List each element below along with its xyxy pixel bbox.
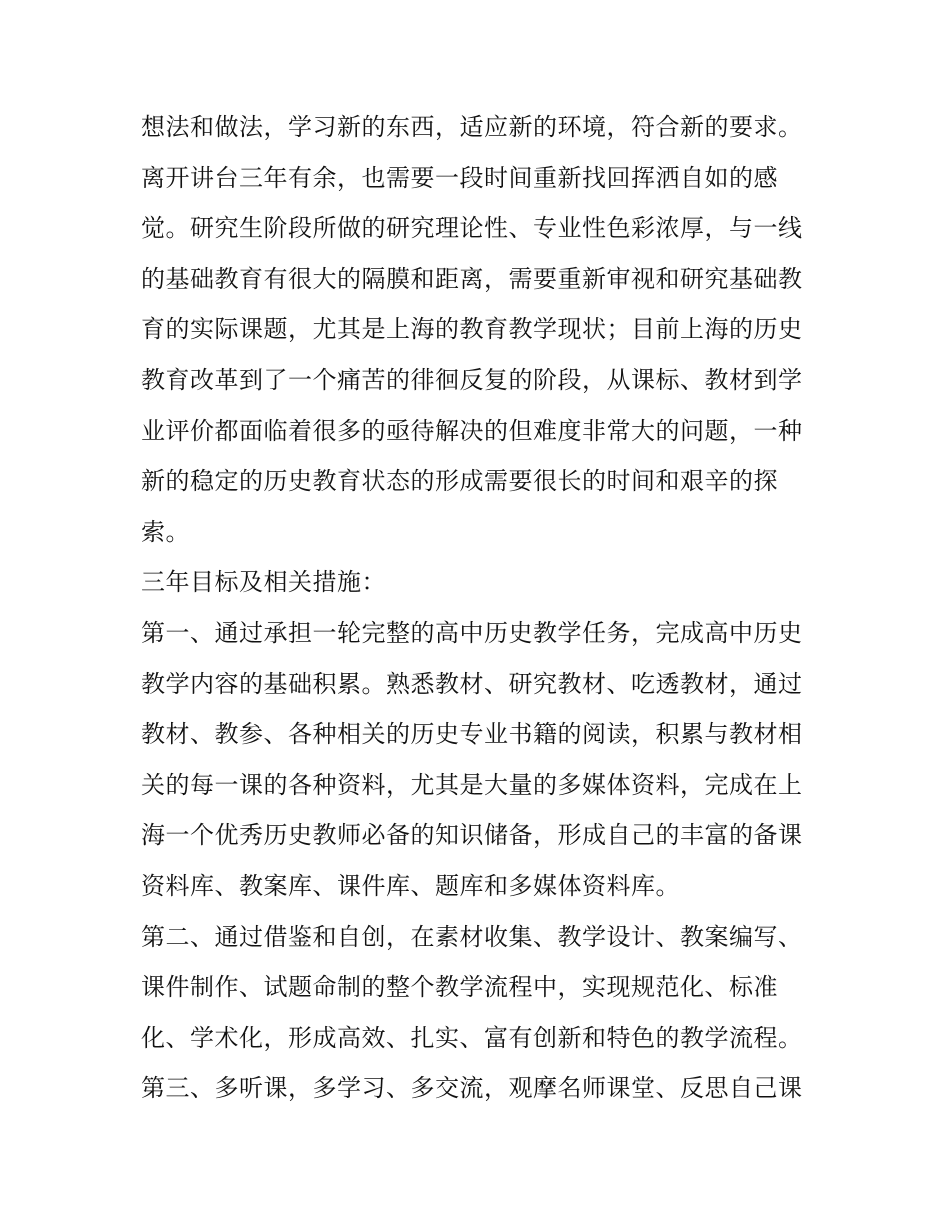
text-line: 新的稳定的历史教育状态的形成需要很长的时间和艰辛的探 — [141, 467, 778, 496]
text-line: 关的每一课的各种资料，尤其是大量的多媒体资料，完成在上 — [141, 770, 803, 799]
text-line: 想法和做法，学习新的东西，适应新的环境，符合新的要求。 — [141, 113, 803, 141]
text-line: 索。 — [141, 517, 190, 546]
text-line: 育的实际课题，尤其是上海的教育教学现状；目前上海的历史 — [141, 315, 803, 344]
text-line: 业评价都面临着很多的亟待解决的但难度非常大的问题，一种 — [141, 416, 803, 445]
text-line: 第二、通过借鉴和自创，在素材收集、教学设计、教案编写、 — [141, 922, 803, 951]
section-heading: 三年目标及相关措施： — [141, 568, 386, 597]
text-line: 教学内容的基础积累。熟悉教材、研究教材、吃透教材，通过 — [141, 669, 803, 698]
document-body — [141, 102, 821, 1114]
text-line: 资料库、教案库、课件库、题库和多媒体资料库。 — [141, 871, 680, 900]
text-line: 离开讲台三年有余，也需要一段时间重新找回挥洒自如的感 — [141, 163, 778, 192]
text-line: 课件制作、试题命制的整个教学流程中，实现规范化、标准 — [141, 973, 778, 1002]
text-line: 觉。研究生阶段所做的研究理论性、专业性色彩浓厚，与一线 — [141, 214, 803, 243]
text-line: 第三、多听课，多学习、多交流，观摩名师课堂、反思自己课 — [141, 1074, 803, 1103]
text-line: 教育改革到了一个痛苦的徘徊反复的阶段，从课标、教材到学 — [141, 365, 803, 394]
text-line: 第一、通过承担一轮完整的高中历史教学任务，完成高中历史 — [141, 618, 803, 647]
text-line: 的基础教育有很大的隔膜和距离，需要重新审视和研究基础教 — [141, 264, 803, 293]
text-line: 海一个优秀历史教师必备的知识储备，形成自己的丰富的备课 — [141, 821, 803, 850]
text-line: 化、学术化，形成高效、扎实、富有创新和特色的教学流程。 — [141, 1023, 803, 1052]
text-line: 教材、教参、各种相关的历史专业书籍的阅读，积累与教材相 — [141, 720, 803, 749]
